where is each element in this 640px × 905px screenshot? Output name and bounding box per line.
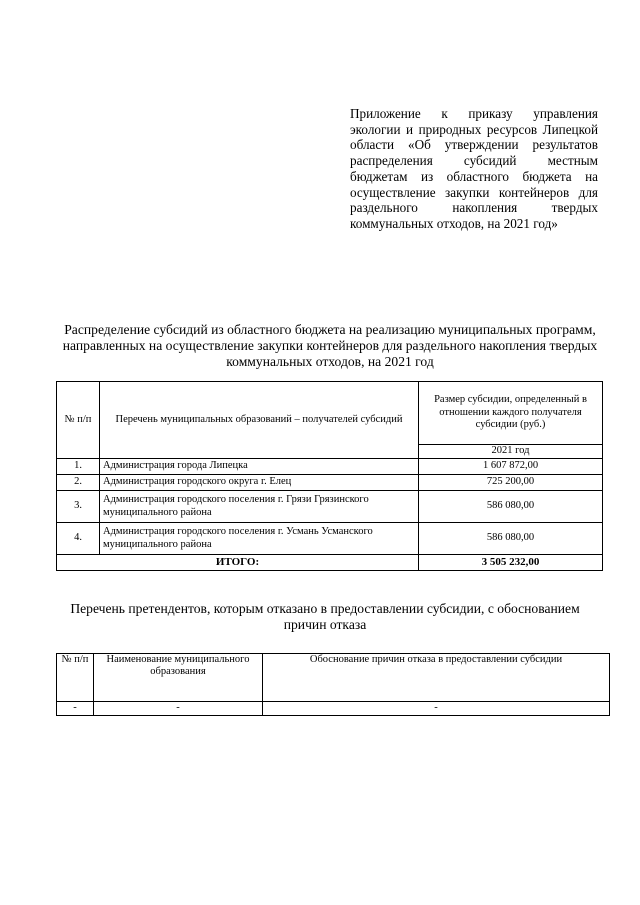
row-municipality: Администрация города Липецка	[100, 459, 419, 475]
row-municipality: -	[94, 702, 263, 716]
header-municipality: Наименование муниципального образования	[94, 654, 263, 702]
header-municipality: Перечень муниципальных образований – получателей субсидий	[100, 382, 419, 459]
table-row	[57, 491, 603, 523]
row-amount: 586 080,00	[419, 491, 603, 523]
appendix-note: Приложение к приказу управления экологии и природных ресурсов Липецкой области «Об утверждении результатов распределения субсидий местным бюджетам из областного бюджета на осуществление закупки контейнеров для раздельного накопления твердых коммунальных отходов, на 2021 год»	[350, 106, 598, 231]
total-label: ИТОГО:	[57, 555, 419, 571]
table-row	[57, 459, 603, 475]
row-num: 3.	[57, 491, 100, 523]
total-value: 3 505 232,00	[419, 555, 603, 571]
row-num: 2.	[57, 475, 100, 491]
refusal-table	[56, 653, 610, 716]
header-num: № п/п	[57, 382, 100, 459]
table-row	[57, 475, 603, 491]
row-reason: -	[263, 702, 610, 716]
row-municipality: Администрация городского округа г. Елец	[100, 475, 419, 491]
subsidy-table-title: Распределение субсидий из областного бюджета на реализацию муниципальных программ, направленных на осуществление закупки контейнеров для раздельного накопления твердых коммунальных отходов, на 2021 год	[62, 322, 598, 369]
total-row	[57, 555, 603, 571]
header-num: № п/п	[57, 654, 94, 702]
row-amount: 725 200,00	[419, 475, 603, 491]
row-amount: 586 080,00	[419, 523, 603, 555]
table-row	[57, 523, 603, 555]
table-row	[57, 702, 610, 716]
row-num: 4.	[57, 523, 100, 555]
row-municipality: Администрация городского поселения г. Усмань Усманского муниципального района	[100, 523, 419, 555]
row-amount: 1 607 872,00	[419, 459, 603, 475]
row-num: -	[57, 702, 94, 716]
header-year: 2021 год	[419, 445, 603, 459]
row-municipality: Администрация городского поселения г. Грязи Грязинского муниципального района	[100, 491, 419, 523]
header-reason: Обоснование причин отказа в предоставлении субсидии	[263, 654, 610, 702]
refusal-table-title: Перечень претендентов, которым отказано в предоставлении субсидии, с обоснованием причин отказа	[70, 601, 580, 632]
header-amount: Размер субсидии, определенный в отношении каждого получателя субсидии (руб.)	[419, 382, 603, 445]
subsidy-table	[56, 381, 603, 571]
row-num: 1.	[57, 459, 100, 475]
